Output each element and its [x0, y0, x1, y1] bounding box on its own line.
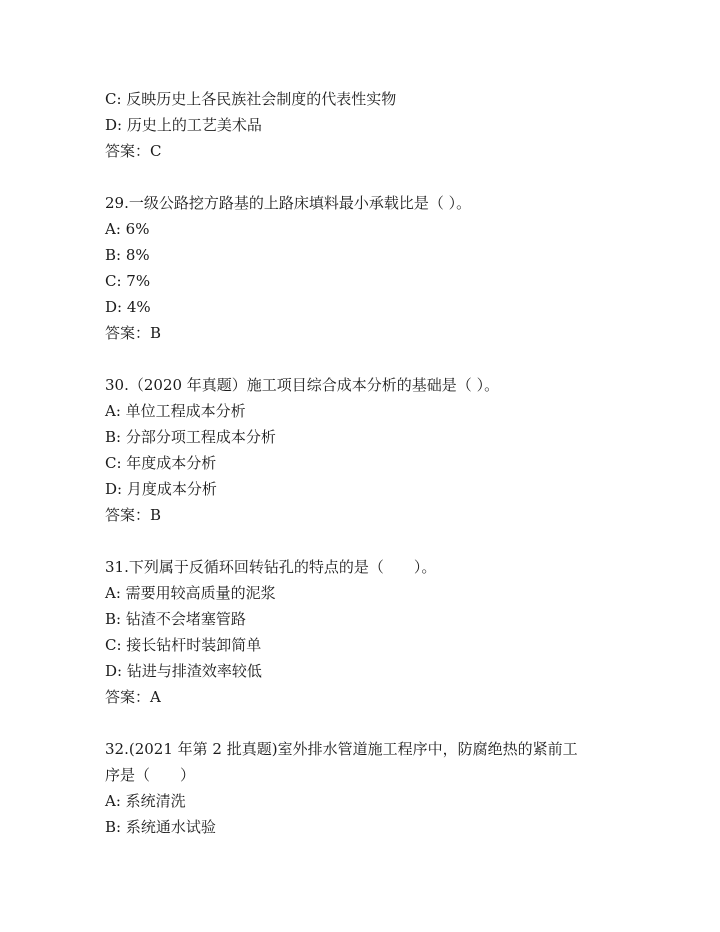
question-stem-line-2: 序是（ ）	[105, 766, 196, 784]
option-a: A: 需要用较高质量的泥浆	[105, 584, 276, 602]
answer: 答案：C	[105, 142, 162, 160]
option-c: C: 年度成本分析	[105, 454, 217, 472]
question-stem: 30.（2020 年真题）施工项目综合成本分析的基础是（ ）。	[105, 376, 500, 394]
option-d: D: 历史上的工艺美术品	[105, 116, 262, 134]
option-d: D: 月度成本分析	[105, 480, 217, 498]
question-stem: 29.一级公路挖方路基的上路床填料最小承载比是（ ）。	[105, 194, 472, 212]
option-d: D: 钻进与排渣效率较低	[105, 662, 262, 680]
option-b: B: 钻渣不会堵塞管路	[105, 610, 246, 628]
option-a: A: 单位工程成本分析	[105, 402, 246, 420]
question-32	[105, 736, 625, 840]
question-stem-line-1: 32.(2021 年第 2 批真题)室外排水管道施工程序中，防腐绝热的紧前工	[105, 740, 578, 758]
answer: 答案：B	[105, 506, 162, 524]
option-c: C: 7%	[105, 272, 151, 290]
option-a: A: 6%	[105, 220, 150, 238]
option-c: C: 反映历史上各民族社会制度的代表性实物	[105, 90, 397, 108]
question-29	[105, 190, 625, 346]
option-b: B: 8%	[105, 246, 150, 264]
question-28-tail	[105, 86, 625, 164]
answer: 答案：A	[105, 688, 161, 706]
option-d: D: 4%	[105, 298, 151, 316]
answer: 答案：B	[105, 324, 162, 342]
option-c: C: 接长钻杆时装卸简单	[105, 636, 262, 654]
question-30	[105, 372, 625, 528]
question-31	[105, 554, 625, 710]
question-stem: 31.下列属于反循环回转钻孔的特点的是（ ）。	[105, 558, 437, 576]
document-page	[105, 86, 625, 840]
option-b: B: 系统通水试验	[105, 818, 216, 836]
option-b: B: 分部分项工程成本分析	[105, 428, 276, 446]
option-a: A: 系统清洗	[105, 792, 186, 810]
